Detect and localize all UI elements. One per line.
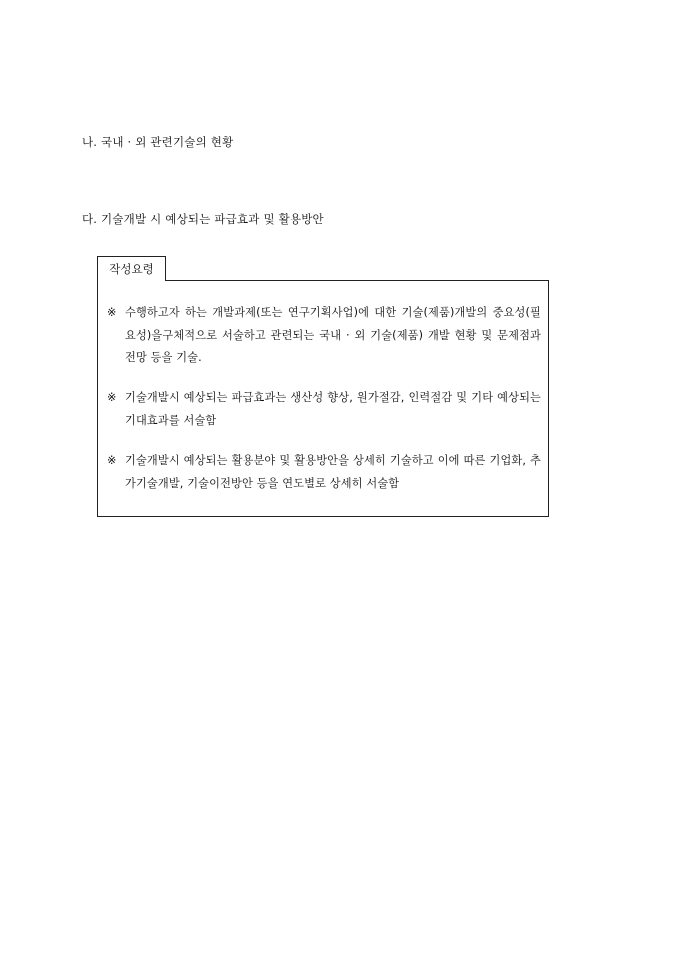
guide-note bbox=[107, 450, 541, 495]
section-heading-current-status: 나. 국내 · 외 관련기술의 현황 bbox=[82, 135, 234, 149]
guide-note bbox=[107, 387, 541, 432]
writing-guide-tab bbox=[97, 256, 166, 281]
reference-mark-icon: ※ bbox=[107, 454, 117, 467]
writing-guide-label: 작성요령 bbox=[109, 262, 154, 276]
reference-mark-icon: ※ bbox=[107, 391, 117, 404]
guide-note-text: 수행하고자 하는 개발과제(또는 연구기획사업)에 대한 기술(제품)개발의 중요성(필요성)을구체적으로 서술하고 관련되는 국내 · 외 기술(제품) 개발 현황 및 문제점과 전망 등을 기술. bbox=[125, 306, 541, 364]
reference-mark-icon: ※ bbox=[107, 306, 117, 319]
guide-note bbox=[107, 302, 541, 370]
guide-note-text: 기술개발시 예상되는 파급효과는 생산성 향상, 원가절감, 인력절감 및 기타 예상되는 기대효과를 서술함 bbox=[125, 391, 541, 427]
section-heading-expected-effects: 다. 기술개발 시 예상되는 파급효과 및 활용방안 bbox=[82, 212, 324, 226]
writing-guide-box bbox=[97, 280, 549, 517]
guide-note-text: 기술개발시 예상되는 활용분야 및 활용방안을 상세히 기술하고 이에 따른 기업화, 추가기술개발, 기술이전방안 등을 연도별로 상세히 서술함 bbox=[125, 454, 541, 490]
